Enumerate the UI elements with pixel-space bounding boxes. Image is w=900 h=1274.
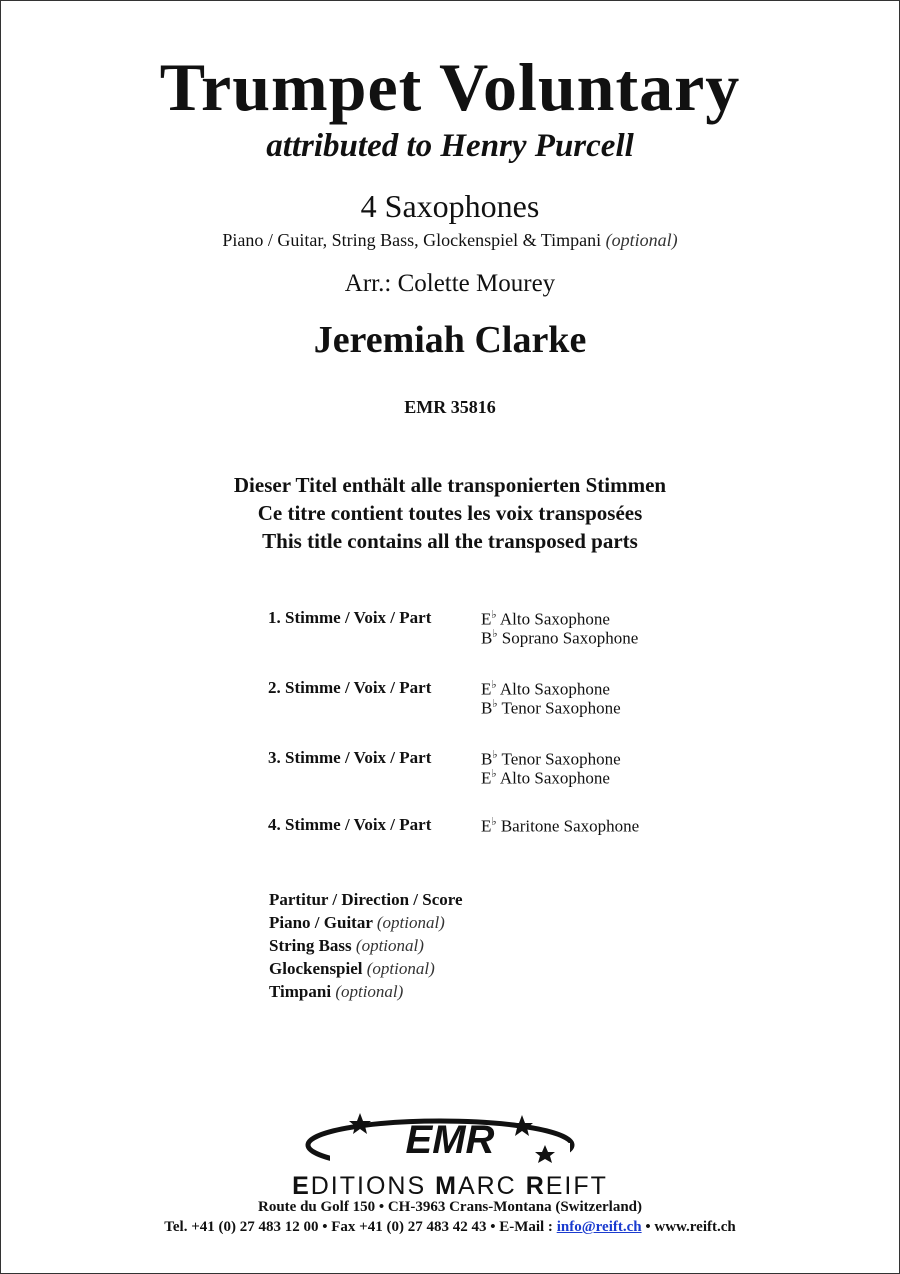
extra-part: [269, 982, 403, 1002]
instrument-name: Alto Saxophone: [499, 679, 610, 699]
instrument-name: Baritone Saxophone: [500, 816, 640, 836]
emr-logo: [0, 1105, 900, 1175]
extra-part: [269, 959, 435, 979]
arranger: Arr.: Colette Mourey: [344, 270, 556, 297]
key-letter: B: [481, 628, 493, 648]
part-label: 1. Stimme / Voix / Part: [268, 608, 432, 627]
flat-icon: ♭: [491, 816, 497, 828]
flat-icon: ♭: [492, 749, 498, 761]
key-letter: E: [481, 768, 492, 788]
optional-label: (optional): [366, 959, 435, 978]
composer: Jeremiah Clarke: [313, 319, 587, 361]
star-icon: [511, 1115, 533, 1136]
transposed-note-en: This title contains all the transposed parts: [262, 529, 638, 553]
flat-icon: ♭: [492, 698, 498, 710]
publisher-name: [0, 1172, 900, 1201]
star-icon: [349, 1113, 371, 1134]
brand-word: DITIONS: [310, 1172, 427, 1200]
key-letter: B: [481, 698, 493, 718]
publisher-contact: [0, 1219, 900, 1236]
brand-initial: E: [292, 1172, 311, 1200]
optional-label: (optional): [355, 936, 424, 955]
extra-part-name: String Bass: [269, 936, 352, 955]
extra-part-name: Timpani: [269, 982, 332, 1001]
part-instrument: [481, 627, 638, 649]
email-link[interactable]: info@reift.ch: [556, 1219, 642, 1235]
part-label: 3. Stimme / Voix / Part: [268, 748, 432, 767]
optional-instruments: Piano / Guitar, String Bass, Glockenspiel & Timpani: [222, 230, 602, 250]
attribution: attributed to Henry Purcell: [266, 128, 634, 164]
brand-initial: R: [525, 1172, 546, 1200]
brand-word: ARC: [457, 1172, 517, 1200]
website: • www.reift.ch: [645, 1219, 736, 1235]
brand-word: EIFT: [545, 1172, 608, 1200]
logo-text: EMR: [405, 1118, 495, 1162]
instrument-name: Soprano Saxophone: [501, 628, 639, 648]
page-title: Trumpet Voluntary: [159, 49, 741, 125]
optional-label: (optional): [376, 913, 445, 932]
flat-icon: ♭: [491, 768, 497, 780]
instrument-name: Alto Saxophone: [499, 768, 610, 788]
instrumentation: 4 Saxophones: [360, 188, 540, 224]
extra-part: [269, 890, 463, 910]
contact-phone-fax: Tel. +41 (0) 27 483 12 00 • Fax +41 (0) 27 483 42 43 • E-Mail :: [164, 1219, 553, 1235]
transposed-note-de: Dieser Titel enthält alle transponierten Stimmen: [233, 473, 667, 497]
flat-icon: ♭: [492, 628, 498, 640]
instrument-name: Tenor Saxophone: [501, 698, 621, 718]
key-letter: E: [481, 816, 492, 836]
instrument-name: Tenor Saxophone: [501, 749, 621, 769]
optional-instruments-line: [0, 230, 900, 251]
extra-part-name: Piano / Guitar: [269, 913, 373, 932]
instrument-name: Alto Saxophone: [499, 609, 610, 629]
extra-part-name: Glockenspiel: [269, 959, 363, 978]
part-instrument: [481, 767, 610, 789]
key-letter: B: [481, 749, 493, 769]
catalog-number: EMR 35816: [404, 397, 496, 417]
optional-label: (optional): [335, 982, 404, 1001]
extra-part: [269, 936, 424, 956]
part-instrument: [481, 697, 621, 719]
key-letter: E: [481, 609, 492, 629]
flat-icon: ♭: [491, 679, 497, 691]
extra-part: [269, 913, 445, 933]
transposed-note-fr: Ce titre contient toutes les voix transposées: [257, 501, 643, 525]
part-label: 2. Stimme / Voix / Part: [268, 678, 432, 697]
publisher-address: Route du Golf 150 • CH-3963 Crans-Montana (Switzerland): [258, 1199, 642, 1215]
brand-initial: M: [435, 1172, 458, 1200]
extra-part-name: Partitur / Direction / Score: [269, 890, 463, 909]
key-letter: E: [481, 679, 492, 699]
optional-label: (optional): [605, 230, 678, 250]
flat-icon: ♭: [491, 609, 497, 621]
part-instrument: [481, 815, 639, 837]
part-label: 4. Stimme / Voix / Part: [268, 815, 432, 834]
